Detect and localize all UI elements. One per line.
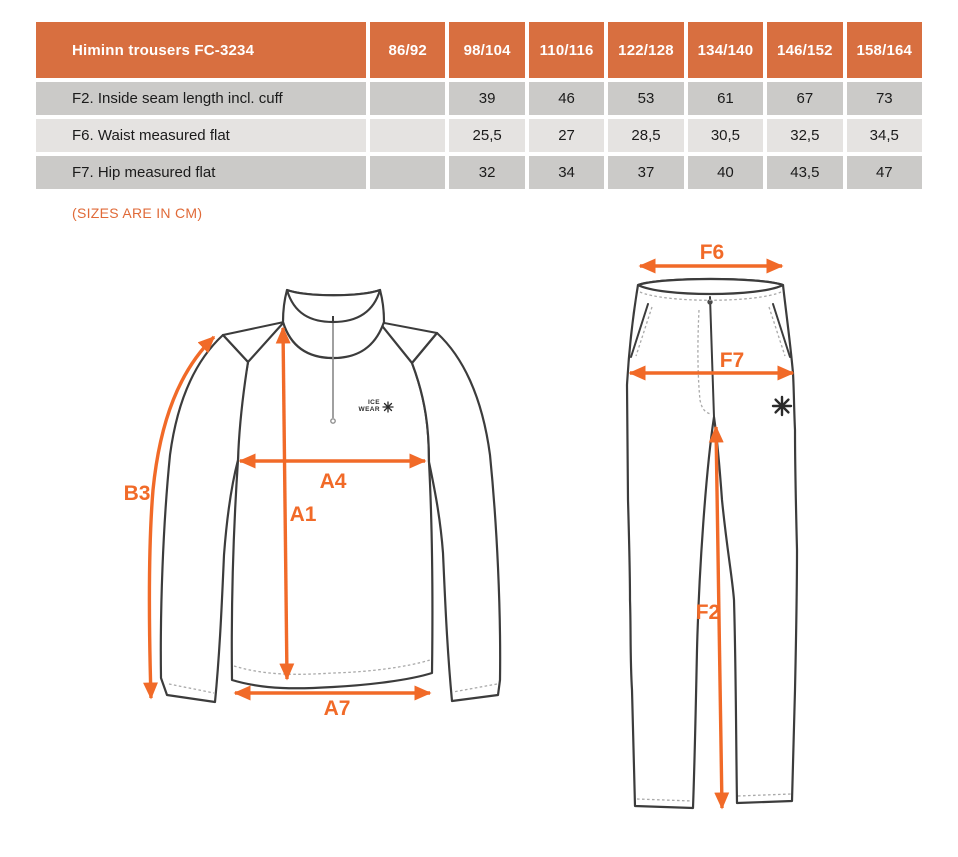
table-cell: 53 [608, 82, 683, 115]
a1-label: A1 [289, 503, 317, 526]
f7-label: F7 [719, 349, 745, 372]
row-label: F2. Inside seam length incl. cuff [36, 82, 366, 115]
table-cell: 46 [529, 82, 604, 115]
row-label: F6. Waist measured flat [36, 119, 366, 152]
waistband-inside [638, 279, 783, 294]
a4-label: A4 [319, 470, 347, 493]
b3-label: B3 [123, 482, 151, 505]
table-cell: 34,5 [847, 119, 922, 152]
table-title: Himinn trousers FC-3234 [36, 22, 366, 78]
f2-label: F2 [695, 601, 721, 624]
table-cell: 25,5 [449, 119, 524, 152]
sizes-unit-note: (SIZES ARE IN CM) [72, 205, 203, 221]
size-column-header: 98/104 [449, 22, 524, 78]
table-cell: 27 [529, 119, 604, 152]
size-column-header: 134/140 [688, 22, 763, 78]
sweater-body [232, 322, 433, 688]
hip-snowflake-icon [773, 397, 791, 415]
sweater-diagram [115, 270, 555, 770]
table-cell [370, 156, 445, 189]
table-cell: 40 [688, 156, 763, 189]
size-column-header: 110/116 [529, 22, 604, 78]
size-column-header: 158/164 [847, 22, 922, 78]
logo-line1: ICE [367, 399, 380, 406]
logo-snowflake-icon [383, 402, 393, 412]
table-cell: 28,5 [608, 119, 683, 152]
table-cell [370, 82, 445, 115]
size-column-header: 146/152 [767, 22, 842, 78]
table-cell: 73 [847, 82, 922, 115]
size-table [36, 22, 922, 189]
table-cell: 34 [529, 156, 604, 189]
logo-line2: WEAR [358, 406, 380, 413]
table-cell: 43,5 [767, 156, 842, 189]
table-cell: 37 [608, 156, 683, 189]
table-cell: 32 [449, 156, 524, 189]
table-cell: 67 [767, 82, 842, 115]
trousers-diagram [600, 240, 830, 830]
size-column-header: 86/92 [370, 22, 445, 78]
table-cell [370, 119, 445, 152]
table-cell: 30,5 [688, 119, 763, 152]
size-column-header: 122/128 [608, 22, 683, 78]
table-cell: 61 [688, 82, 763, 115]
a7-label: A7 [323, 697, 351, 720]
row-label: F7. Hip measured flat [36, 156, 366, 189]
table-cell: 39 [449, 82, 524, 115]
table-cell: 32,5 [767, 119, 842, 152]
table-cell: 47 [847, 156, 922, 189]
f6-label: F6 [699, 241, 725, 264]
